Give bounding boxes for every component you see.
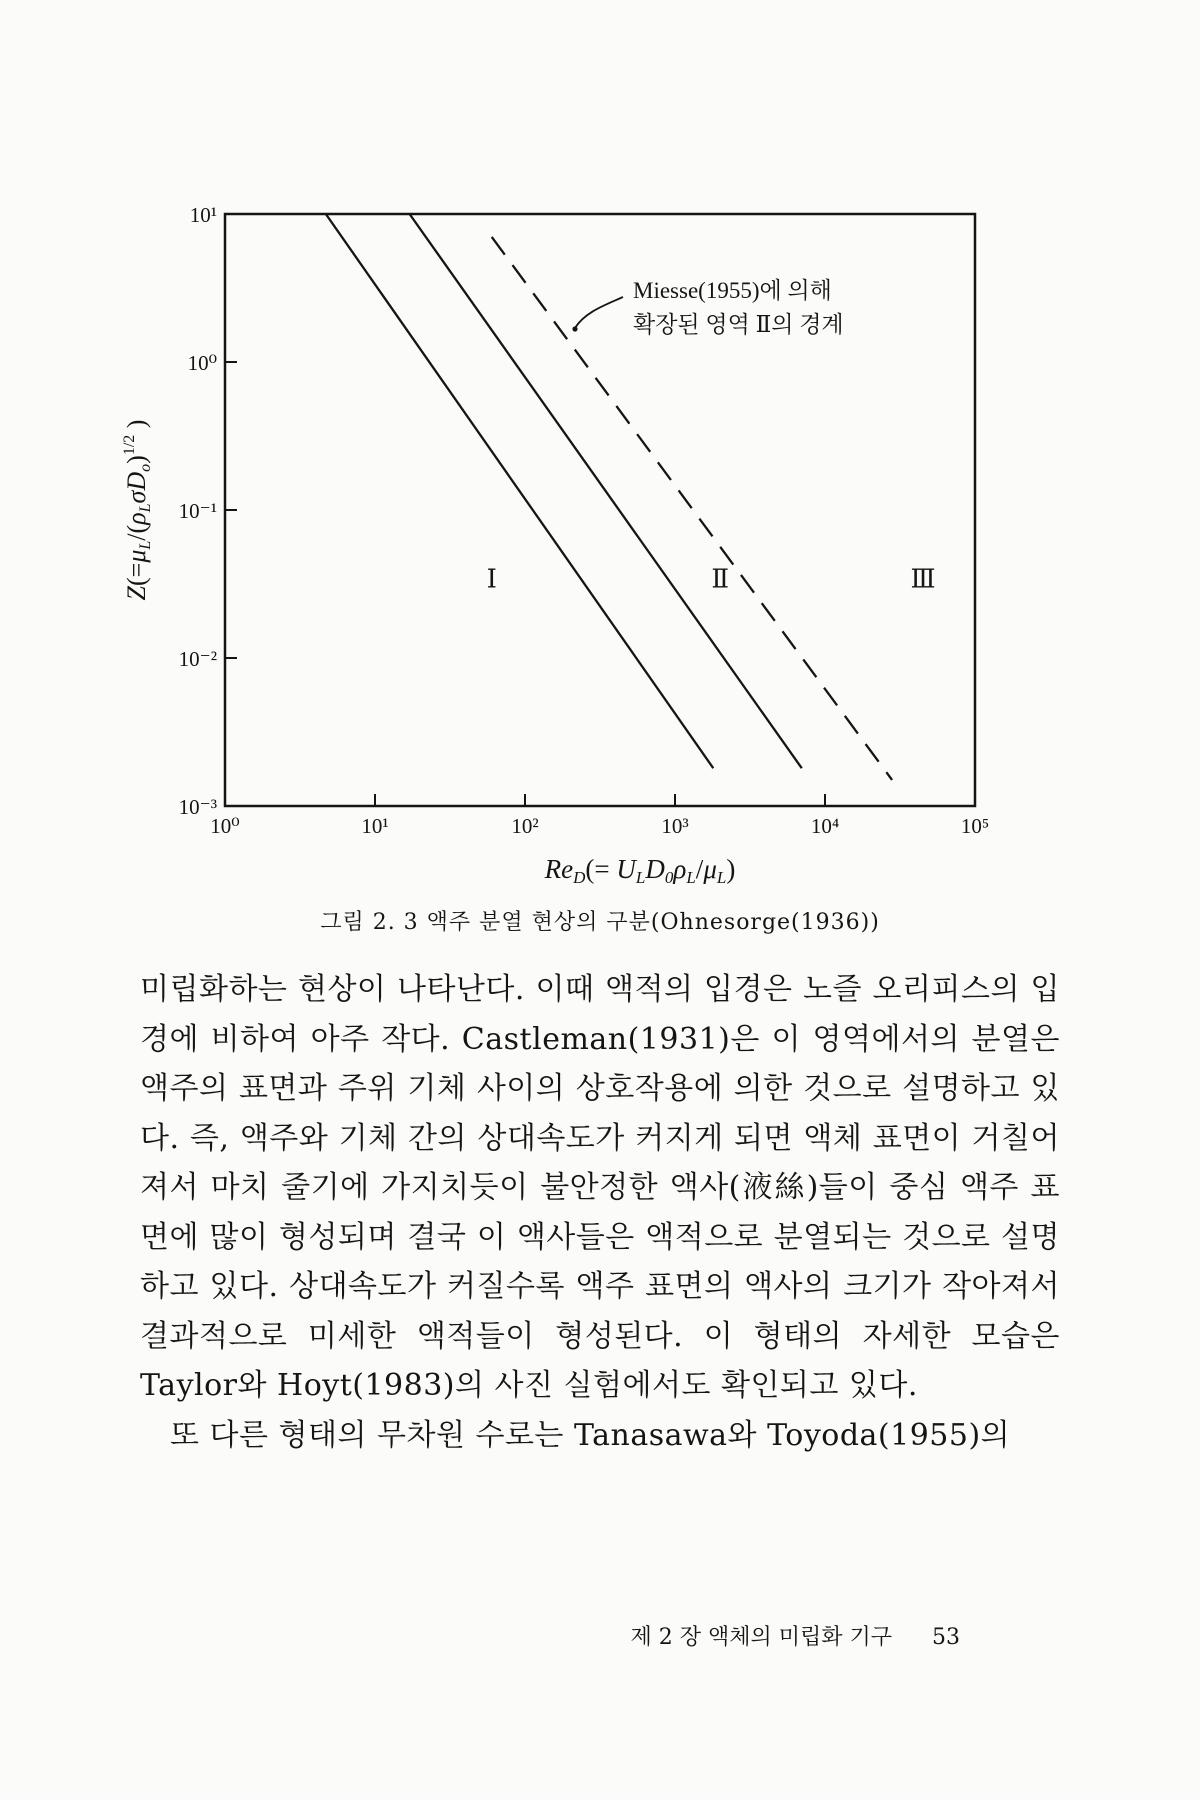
body-paragraph-2: 또 다른 형태의 무차원 수로는 Tanasawa와 Toyoda(1955)의 [170,1417,1011,1453]
y-axis [179,203,237,819]
annotation-pointer-dot [572,326,577,331]
y-tick-label: 10⁰ [187,351,217,375]
y-axis-label [121,420,154,601]
region-labels [487,564,936,593]
annotation-leader-line [575,297,623,328]
x-axis-label [544,854,736,887]
annotation [572,278,843,337]
region-label-2: Ⅱ [711,564,729,594]
annotation-line-1: Miesse(1955)에 의해 [633,278,832,303]
x-tick-label: 10¹ [361,814,389,838]
x-tick-label: 10⁵ [960,814,990,838]
region-label-1: Ⅰ [486,564,497,594]
figure-caption: 그림 2. 3 액주 분열 현상의 구분(Ohnesorge(1936)) [320,910,880,935]
svg-text:ReD(= ULD0ρL/μL): ReD(= ULD0ρL/μL) [544,854,736,887]
x-tick-label: 10⁰ [210,814,240,838]
x-axis [210,794,989,838]
y-tick-label: 10¹ [189,203,217,227]
body-text [140,965,1060,1460]
annotation-line-2: 확장된 영역 Ⅱ의 경계 [633,312,844,337]
x-tick-label: 10⁴ [810,814,840,838]
body-paragraph-1: 미립화하는 현상이 나타난다. 이때 액적의 입경은 노즐 오리피스의 입경에 비하여 아주 작다. Castleman(1931)은 이 영역에서의 분열은 액주의 표면과 주위 기체 사이의 상호작용에 의한 것으로 설명하고 있다. 즉, 액주와 기체 간의 상대속도가 커지게 되면 액체 표면이 거칠어져서 마치 줄기에 가지치듯이 불안정한 액사(液絲)들이 중심 액주 표면에 많이 형성되며 결국 이 액사들은 액적으로 분열되는 것으로 설명하고 있다. 상대속도가 커질수록 액주 표면의 액사의 크기가 작아져서 결과적으로 미세한 액적들이 형성된다. 이 형태의 자세한 모습은 Taylor와 Hoyt(1983)의 사진 실험에서도 확인되고 있다. [140,972,1060,1403]
y-tick-label: 10⁻² [178,647,217,671]
y-tick-label: 10⁻¹ [178,499,217,523]
x-tick-label: 10² [511,814,539,838]
page-number: 53 [932,1625,960,1650]
x-tick-label: 10³ [661,814,689,838]
y-tick-label: 10⁻³ [178,795,217,819]
page-footer [0,1620,960,1651]
running-title: 제 2 장 액체의 미립화 기구 [630,1625,892,1650]
region-label-3: Ⅲ [910,564,936,594]
plot-frame [225,214,975,806]
svg-text:Z(=μL/(ρLσDo)1/2 ): $Z(=\mu L/(\rho L\sigma Do)^{1/2}$ ) [121,419,154,601]
